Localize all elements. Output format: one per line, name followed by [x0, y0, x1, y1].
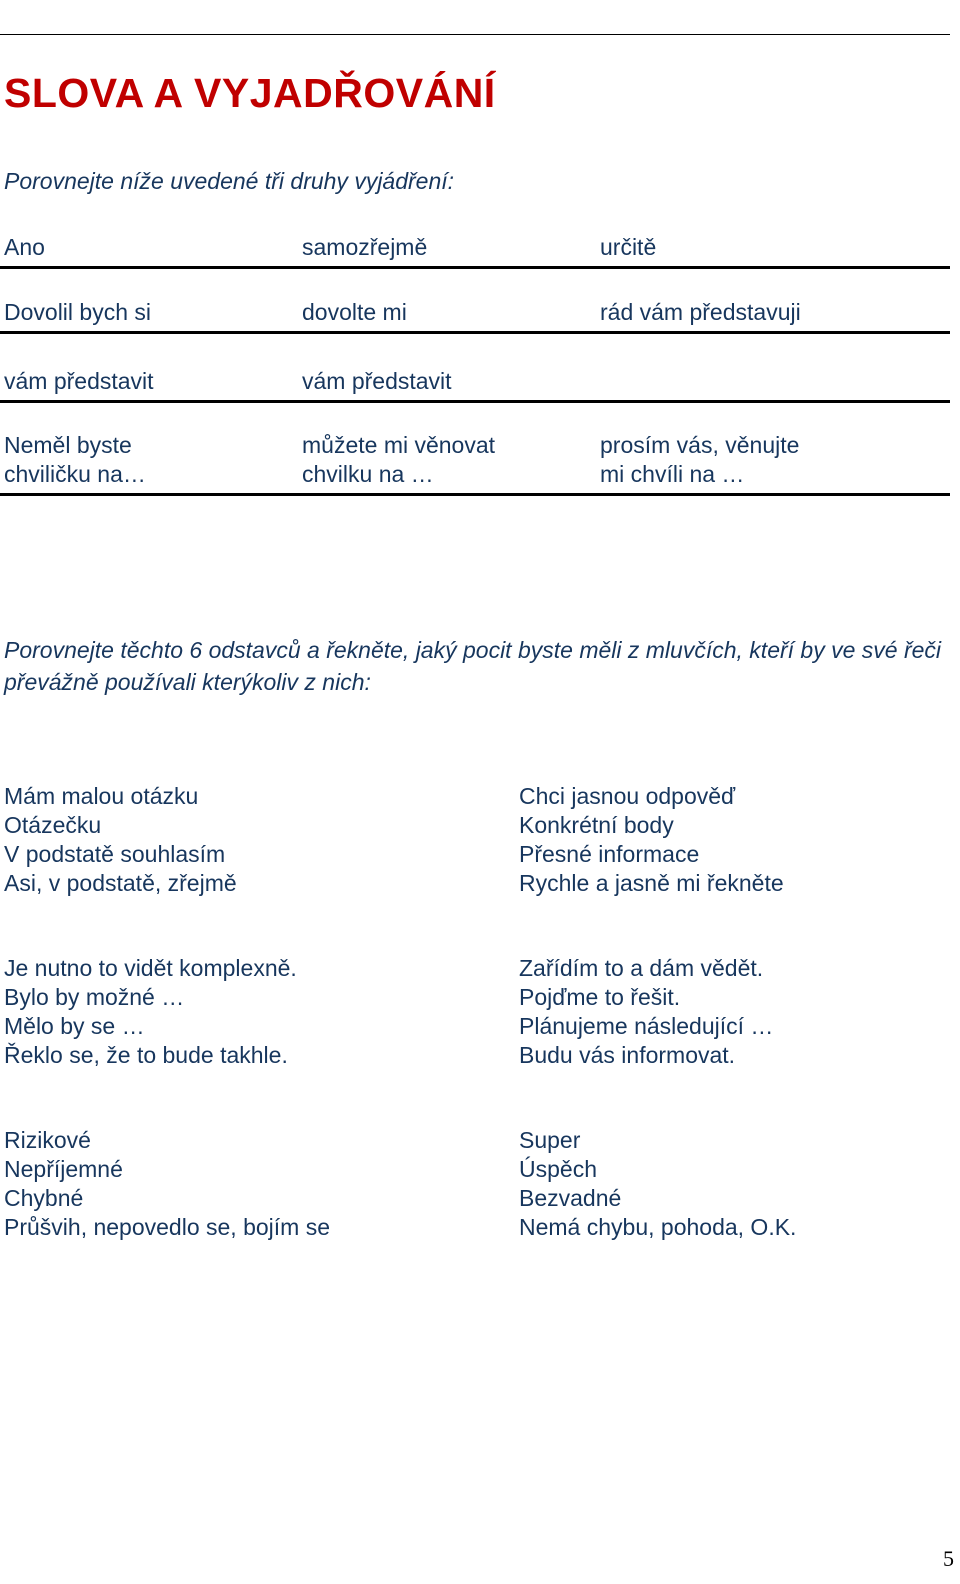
paragraph-line: Budu vás informovat.	[519, 1042, 736, 1068]
table-cell	[0, 268, 298, 333]
cell-line: chvilku na …	[302, 461, 434, 487]
page-header	[0, 0, 950, 35]
table-row	[0, 222, 950, 268]
cell-line: Neměl byste	[4, 432, 132, 458]
header-date: Listopad 2013	[813, 2, 946, 27]
table-cell	[298, 333, 596, 402]
table-row	[0, 268, 950, 333]
paragraph-5	[4, 1126, 330, 1242]
cell-line: samozřejmě	[302, 234, 428, 260]
paragraph-line: Bezvadné	[519, 1185, 622, 1211]
cell-line: vám představit	[302, 368, 452, 394]
paragraph-line: Otázečku	[4, 812, 102, 838]
table-cell	[596, 333, 950, 402]
paragraph-line: Mělo by se …	[4, 1013, 145, 1039]
table-row	[0, 333, 950, 402]
paragraph-line: Rizikové	[4, 1127, 91, 1153]
table-cell	[298, 268, 596, 333]
paragraph-line: V podstatě souhlasím	[4, 841, 226, 867]
table-cell	[0, 222, 298, 268]
paragraph-line: Nemá chybu, pohoda, O.K.	[519, 1214, 797, 1240]
paragraph-line: Chybné	[4, 1185, 84, 1211]
table-cell	[596, 268, 950, 333]
comparison-table	[0, 222, 950, 496]
paragraph-2	[519, 782, 784, 898]
page-title: SLOVA A VYJADŘOVÁNÍ	[4, 70, 496, 116]
cell-line: Ano	[4, 234, 45, 260]
header-author: PaedDr. Olga Medlíková, www.satnik.net	[4, 2, 388, 27]
paragraph-6	[519, 1126, 796, 1242]
table-cell	[596, 402, 950, 495]
paragraph-line: Průšvih, nepovedlo se, bojím se	[4, 1214, 331, 1240]
cell-line: prosím vás, věnujte	[600, 432, 800, 458]
paragraph-line: Zařídím to a dám vědět.	[519, 955, 764, 981]
table-cell	[298, 402, 596, 495]
intro-instruction: Porovnejte níže uvedené tři druhy vyjádření:	[4, 168, 455, 194]
paragraph-line: Nepříjemné	[4, 1156, 123, 1182]
paragraph-line: Plánujeme následující …	[519, 1013, 774, 1039]
paragraph-line: Pojďme to řešit.	[519, 984, 681, 1010]
page-number: 5	[943, 1546, 954, 1571]
paragraph-line: Asi, v podstatě, zřejmě	[4, 870, 237, 896]
paragraph-1	[4, 782, 237, 898]
comparison-prompt: Porovnejte těchto 6 odstavců a řekněte, jaký pocit byste měli z mluvčích, kteří by ve své řeči převážně používali kterýkoliv z nich:	[4, 637, 942, 695]
table-cell	[298, 222, 596, 268]
paragraph-line: Je nutno to vidět komplexně.	[4, 955, 297, 981]
cell-line: mi chvíli na …	[600, 461, 745, 487]
table-row	[0, 402, 950, 495]
paragraph-line: Bylo by možné …	[4, 984, 185, 1010]
paragraph-3	[4, 954, 297, 1070]
cell-line: chviličku na…	[4, 461, 146, 487]
table-cell	[0, 333, 298, 402]
cell-line: určitě	[600, 234, 657, 260]
paragraph-line: Úspěch	[519, 1156, 597, 1182]
paragraph-line: Chci jasnou odpověď	[519, 783, 736, 809]
cell-line: rád vám představuji	[600, 299, 801, 325]
table-cell	[596, 222, 950, 268]
table-cell	[0, 402, 298, 495]
cell-line: Dovolil bych si	[4, 299, 151, 325]
paragraph-4	[519, 954, 773, 1070]
cell-line: můžete mi věnovat	[302, 432, 496, 458]
paragraph-line: Konkrétní body	[519, 812, 674, 838]
cell-line: vám představit	[4, 368, 154, 394]
paragraph-line: Přesné informace	[519, 841, 700, 867]
paragraph-line: Rychle a jasně mi řekněte	[519, 870, 784, 896]
paragraph-line: Mám malou otázku	[4, 783, 199, 809]
paragraph-line: Řeklo se, že to bude takhle.	[4, 1042, 288, 1068]
paragraph-line: Super	[519, 1127, 581, 1153]
cell-line: dovolte mi	[302, 299, 407, 325]
